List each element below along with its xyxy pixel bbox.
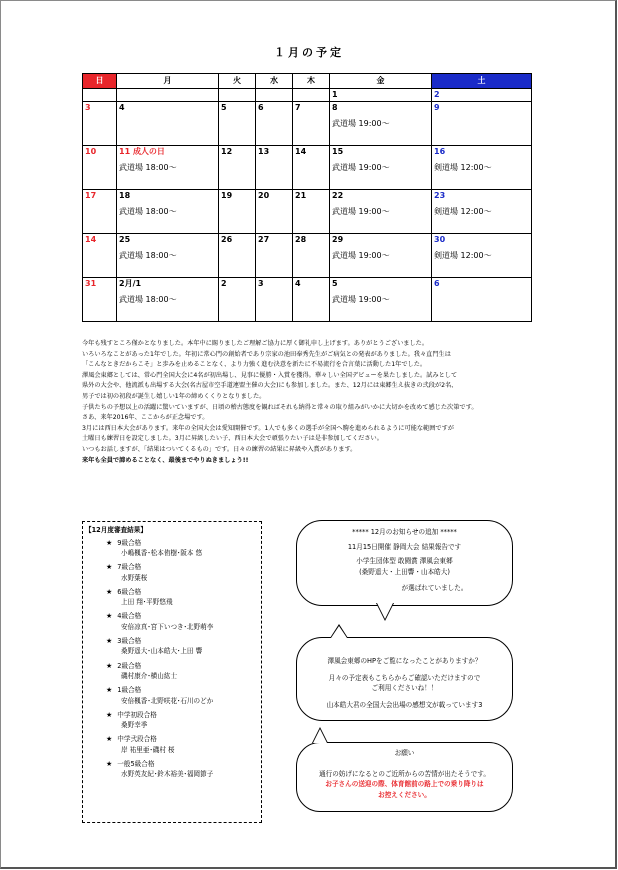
day-number: 1 [332, 90, 338, 99]
star-icon: ★ [106, 563, 113, 572]
day-number: 5 [332, 279, 338, 288]
result-names: 上田 翔･平野悠飛 [121, 598, 173, 607]
event-budojo: 武道場 19:00〜 [332, 251, 390, 260]
calendar-cell [256, 234, 293, 278]
notice-line: 月々の予定表もこちらからご確認いただけますので [328, 673, 481, 682]
calendar-cell [256, 146, 293, 190]
day-number: 2 [221, 279, 227, 288]
notice-title: お願い [394, 749, 415, 757]
day-number: 4 [119, 103, 125, 112]
result-names: 桑野幸季 [121, 721, 148, 730]
notice-line: 通行の妨げになるとのご近所からの苦情が出たそうです。 [319, 769, 490, 778]
calendar-cell [83, 89, 117, 102]
weekday-wed: 水 [256, 74, 293, 89]
weekday-tue: 火 [219, 74, 256, 89]
result-names: 安倍凉真･宮下いつき･北野萌李 [121, 622, 214, 631]
bubble-tail [313, 729, 327, 743]
day-number-holiday: 11 成人の日 [119, 147, 165, 156]
calendar-cell [330, 234, 432, 278]
star-icon: ★ [106, 612, 113, 621]
result-names: 岸 祐里亜･磯村 桜 [121, 745, 175, 754]
message-line: 男子では初の初段が誕生し嬉しい1年の締めくくりとなりました。 [82, 392, 266, 400]
star-icon: ★ [106, 686, 113, 695]
event-kendojo: 剣道場 12:00〜 [434, 163, 492, 172]
calendar-cell [293, 102, 330, 146]
event-budojo: 武道場 18:00〜 [119, 295, 177, 304]
message-line: 今年も残すところ僅かとなりました。本年中に賜りましたご理解ご協力に厚く御礼申し上げます。ありがとうございました。 [82, 340, 429, 347]
calendar-cell [330, 102, 432, 146]
calendar-cell [83, 146, 117, 190]
year-end-message [82, 339, 532, 466]
day-number: 6 [258, 103, 264, 112]
day-number: 13 [258, 147, 270, 156]
calendar-cell [256, 89, 293, 102]
page-title: １月の予定 [274, 46, 344, 59]
calendar-cell [219, 190, 256, 234]
day-number: 10 [85, 147, 97, 156]
calendar-cell [293, 190, 330, 234]
event-budojo: 武道場 19:00〜 [332, 295, 390, 304]
exam-results-box [82, 521, 262, 823]
calendar-cell [219, 102, 256, 146]
event-kendojo: 剣道場 12:00〜 [434, 251, 492, 260]
day-number: 16 [434, 147, 446, 156]
event-budojo: 武道場 19:00〜 [332, 163, 390, 172]
calendar-cell [432, 146, 532, 190]
calendar-cell [432, 234, 532, 278]
notice-line: 澤風会東郷のHPをご覧になったことがありますか？ [327, 657, 482, 665]
message-line: 土曜日も練習日を設定しました。3月に昇級したい子、西日本大会で頑張りたい子は是非参加してください。 [82, 435, 383, 443]
calendar-cell [219, 278, 256, 322]
calendar-cell [256, 190, 293, 234]
bubble-tail [377, 603, 393, 619]
calendar-table [82, 73, 532, 322]
result-names: 安倍楓香･北野咲花･石川のどか [121, 696, 214, 705]
notice-bubble-homepage [296, 637, 513, 721]
calendar-cell [293, 234, 330, 278]
day-number: 31 [85, 279, 97, 288]
day-number: 2 [434, 90, 440, 99]
bubble-tail [331, 626, 347, 638]
day-number: 3 [258, 279, 264, 288]
result-level: ★ 一般5級合格 [106, 759, 155, 768]
day-number: 14 [295, 147, 307, 156]
result-names: 磯村康介･横山紘士 [121, 672, 178, 681]
day-number: 3 [85, 103, 91, 112]
result-level: ★ 3級合格 [106, 636, 142, 645]
calendar-cell [83, 278, 117, 322]
star-icon: ★ [106, 636, 113, 645]
calendar-cell [256, 278, 293, 322]
results-heading: 【12月度審査結果】 [85, 526, 147, 534]
calendar-cell [432, 102, 532, 146]
calendar-cell [293, 89, 330, 102]
weekday-thu: 木 [293, 74, 330, 89]
day-number: 28 [295, 235, 307, 244]
message-line: 澤風会東郷としては、常心門全国大会に4名が初出場し、見事に優勝・入賞を獲得。華々しい全国デビューを果たしました。試みとして [82, 371, 458, 379]
day-number: 17 [85, 191, 97, 200]
event-budojo: 武道場 19:00〜 [332, 207, 390, 216]
star-icon: ★ [106, 587, 113, 596]
calendar-cell [293, 278, 330, 322]
day-number: 7 [295, 103, 301, 112]
day-number: 29 [332, 235, 344, 244]
result-level: ★ 1級合格 [106, 686, 142, 695]
calendar-cell [83, 234, 117, 278]
day-number: 26 [221, 235, 233, 244]
day-number: 14 [85, 235, 97, 244]
notice-header: ***** 12月のお知らせの追加 ***** [352, 528, 457, 536]
day-number: 21 [295, 191, 307, 200]
day-number: 2月/1 [119, 279, 142, 288]
day-number: 20 [258, 191, 270, 200]
message-line-bold: 来年も全員で諦めることなく、最後までやりぬきましょう!! [82, 456, 249, 464]
day-number: 8 [332, 103, 338, 112]
calendar-cell [330, 89, 432, 102]
notice-line: 小学生団体型 敢闘賞 澤風会東郷 [356, 557, 453, 565]
notice-bubble-request [296, 742, 513, 812]
calendar-cell [117, 278, 219, 322]
calendar-cell [330, 278, 432, 322]
message-line: 3月には西日本大会があります。来年の全国大会は愛知開催です。1人でも多くの選手が全国へ駒を進められるように可能な範囲ですが [82, 424, 454, 432]
day-number: 23 [434, 191, 446, 200]
calendar-cell [83, 190, 117, 234]
weekday-sun: 日 [83, 74, 117, 89]
notice-warning: お子さんの送迎の際、体育館前の路上での乗り降りは [325, 780, 484, 788]
notice-line: 山本皓大君の全国大会出場の感想文が載っています3 [326, 700, 483, 709]
result-level: ★ 中学初段合格 [106, 710, 157, 719]
day-number: 12 [221, 147, 233, 156]
result-level: ★ 中学弐段合格 [106, 735, 157, 744]
result-level: ★ 2級合格 [106, 661, 142, 670]
calendar-cell [330, 146, 432, 190]
day-number: 9 [434, 103, 440, 112]
star-icon: ★ [106, 759, 113, 768]
day-number: 27 [258, 235, 270, 244]
event-budojo: 武道場 18:00〜 [119, 207, 177, 216]
notice-warning: お控えください。 [378, 790, 431, 799]
result-names: 水野葉桜 [121, 573, 148, 582]
day-number: 22 [332, 191, 344, 200]
calendar-cell [219, 89, 256, 102]
holiday-label: 成人の日 [132, 147, 165, 156]
message-line: 「こんなときだからこそ」と歩みを止めることなく、より力強く進む決意を新たに不易流行を合言葉に活動した1年でした。 [82, 361, 427, 369]
calendar-cell [432, 190, 532, 234]
event-budojo: 武道場 18:00〜 [119, 251, 177, 260]
day-number: 4 [295, 279, 301, 288]
day-number: 15 [332, 147, 344, 156]
calendar-cell [219, 234, 256, 278]
day-number: 5 [221, 103, 227, 112]
weekday-mon: 月 [117, 74, 219, 89]
message-line: いつもお話しますが、「結果はついてくるもの」です。日々の練習の結果に昇級や入賞があります。 [82, 445, 357, 453]
calendar-cell [117, 146, 219, 190]
star-icon: ★ [106, 735, 113, 744]
calendar-cell [256, 102, 293, 146]
message-line: いろいろなことがあった1年でした。年初に常心門の創始者であり宗家の池田奉秀先生がご病気との発表がありました。我々直門生は [82, 350, 451, 358]
message-line: 県外の大会や、他流派も出場する大会(名古屋市空手道連盟主催の大会)にも参加しました。また、12月には東郷生え抜きの弐段が2名、 [82, 382, 458, 390]
calendar-cell [219, 146, 256, 190]
notice-line: ご利用くださいね！！ [371, 684, 438, 692]
calendar-cell [117, 234, 219, 278]
star-icon: ★ [106, 661, 113, 670]
result-level: ★ 7級合格 [106, 563, 142, 572]
calendar-cell [330, 190, 432, 234]
day-number: 25 [119, 235, 131, 244]
event-kendojo: 剣道場 12:00〜 [434, 207, 492, 216]
notice-line: が選ばれていました。 [401, 584, 468, 592]
day-number: 19 [221, 191, 233, 200]
result-level: ★ 9級合格 [106, 538, 142, 547]
calendar-cell [432, 278, 532, 322]
message-line: さあ、来年2016年、ここからが正念場です。 [82, 414, 209, 422]
result-level: ★ 6級合格 [106, 587, 142, 596]
message-line: 子供たちの予想以上の活躍に驚いていますが、日頃の稽古態度を観ればそれも納得と常々の取り組みがいかに大切かを改めて感じた次第です。 [82, 403, 478, 411]
calendar-cell [117, 102, 219, 146]
calendar-cell [117, 190, 219, 234]
day-number: 30 [434, 235, 446, 244]
weekday-sat: 土 [432, 74, 532, 89]
calendar-cell [432, 89, 532, 102]
star-icon: ★ [106, 710, 113, 719]
event-budojo: 武道場 18:00〜 [119, 163, 177, 172]
result-names: 桑野遥大･山本皓大･上田 響 [121, 647, 203, 656]
notice-bubble-tournament [296, 520, 513, 606]
notice-line: (桑野遥大・上田響・山本皓大) [359, 567, 450, 576]
day-number: 6 [434, 279, 440, 288]
result-level: ★ 4級合格 [106, 612, 142, 621]
calendar-cell [117, 89, 219, 102]
result-names: 水野英友紀･鈴木裕美･福岡節子 [121, 770, 214, 779]
result-names: 小嶋楓香･松本侑樹･阪本 悠 [121, 549, 203, 558]
event-budojo: 武道場 19:00〜 [332, 119, 390, 128]
notice-line: 11月15日開催 静岡大会 結果報告です [347, 542, 462, 551]
weekday-fri: 金 [330, 74, 432, 89]
star-icon: ★ [106, 538, 113, 547]
day-number: 18 [119, 191, 131, 200]
calendar-cell [83, 102, 117, 146]
calendar-cell [293, 146, 330, 190]
